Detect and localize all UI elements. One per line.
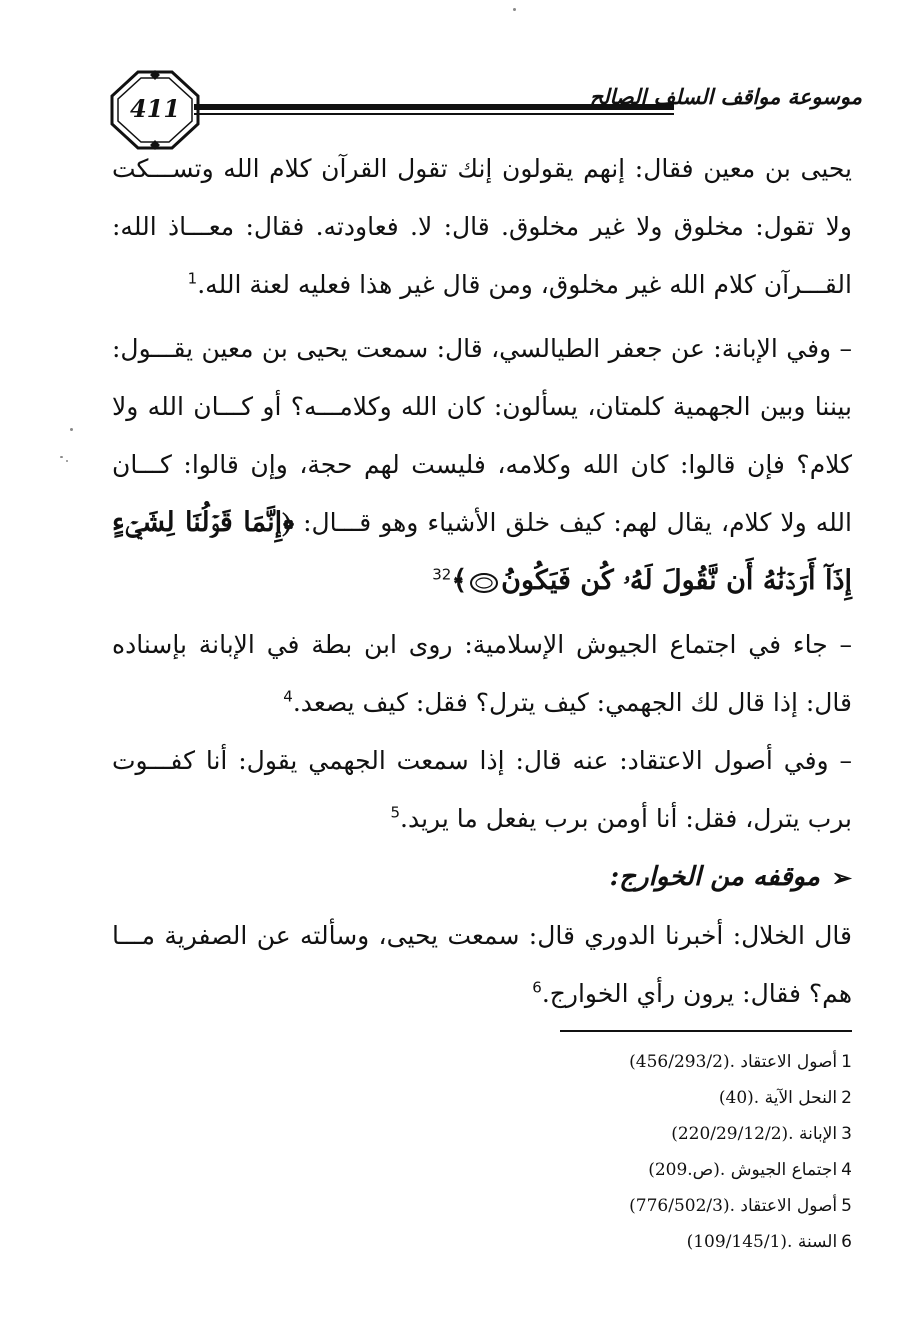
paragraph-3-text: – جاء في اجتماع الجيوش الإسلامية: روى ابن بطة في الإبانة بإسناده قال: إذا قال لك الجهمي: كيف يترل؟ فقل: كيف يصعد. [112,630,852,717]
footnote-1: 1أصول الاعتقاد (456/293/2). [629,1052,852,1072]
paragraph-3 [112,616,852,732]
section-heading-text: موقفه من الخوارج: [609,862,820,892]
footnotes [112,1044,852,1260]
footnote-3: 3الإبانة (220/29/12/2). [671,1124,852,1144]
paragraph-2-text: – وفي الإبانة: عن جعفر الطيالسي، قال: سمعت يحيى بن معين يقـــول: بيننا وبين الجهمية كلمتان، يسألون: كان الله وكلامـــه؟ أو كـــان الله ولا كلام؟ فإن قالوا: كان الله وكلامه، فليست لهم حجة، وإن قالوا: كـــان الله ولا كلام، يقال لهم: كيف خلق الأشياء وهو قـــال: [112,334,852,537]
ayah-end-icon [469,572,499,594]
series-title: موسوعة مواقف السلف الصالح [589,84,862,109]
page-number-badge [110,70,200,150]
footnote-ref-2[interactable]: 2 [441,565,452,584]
page-header [110,70,862,150]
paragraph-1 [112,140,852,314]
section-heading [112,848,852,907]
footnote-ref-5[interactable]: 5 [390,803,401,822]
footnote-6: 6السنة (109/145/1). [686,1232,852,1252]
quran-verse: ﴿إِنَّمَا قَوۡلُنَا لِشَيۡءٍ إِذَآ أَرَدۡنَٰهُ أَن نَّقُولَ لَهُۥ كُن فَيَكُونُ [112,507,852,596]
footnote-ref-4[interactable]: 4 [283,687,293,706]
paragraph-5-text: قال الخلال: أخبرنا الدوري قال: سمعت يحيى، وسألته عن الصفرية مـــا هم؟ فقال: يرون رأي الخوارج. [112,921,852,1008]
footnote-ref-6[interactable]: 6 [532,978,542,997]
scan-speck [60,456,63,458]
paragraph-4-text: – وفي أصول الاعتقاد: عنه قال: إذا سمعت الجهمي يقول: أنا كفـــوت برب يترل، فقل: أنا أومن برب يفعل ما يريد. [112,746,852,833]
paragraph-5 [112,907,852,1023]
page-number: 411 [129,94,181,123]
quran-verse-close: ﴾ [451,565,468,596]
arrow-bullet-icon: ➢ [831,863,852,892]
paragraph-2 [112,320,852,610]
footnote-4: 4اجتماع الجيوش (ص.209). [648,1160,852,1180]
page-body [112,140,852,1023]
scan-speck [66,460,68,462]
footnote-ref-1[interactable]: 1 [187,269,198,288]
scan-speck [513,8,516,11]
footnote-2: 2النحل الآية (40). [718,1088,852,1108]
footnote-ref-3[interactable]: 3 [432,565,442,584]
scan-speck [70,428,73,431]
paragraph-4 [112,732,852,848]
footnote-5: 5أصول الاعتقاد (776/502/3). [629,1196,852,1216]
footnote-separator [560,1030,852,1032]
paragraph-1-text: يحيى بن معين فقال: إنهم يقولون إنك تقول القرآن كلام الله وتســـكت ولا تقول: مخلوق ولا غير مخلوق. قال: لا. فعاودته. فقال: معـــاذ الله: القـــرآن كلام الله غير مخلوق، ومن قال غير هذا فعليه لعنة الله. [112,154,852,299]
